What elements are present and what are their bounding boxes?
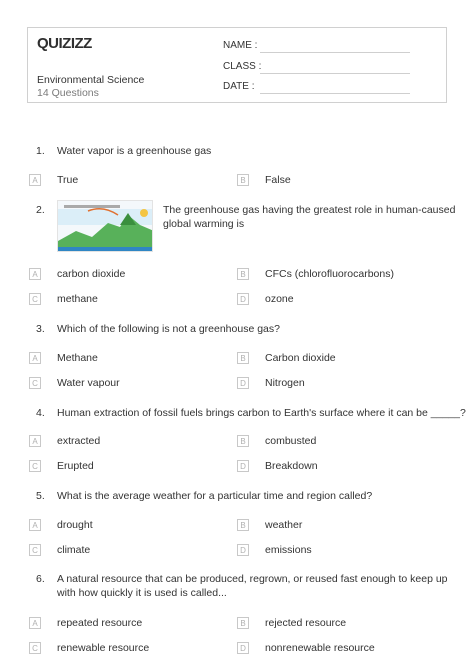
option-text[interactable]: weather <box>265 519 303 531</box>
question-text: What is the average weather for a particular time and region called? <box>57 490 373 502</box>
option-text[interactable]: repeated resource <box>57 617 143 629</box>
class-label: CLASS : <box>223 61 262 72</box>
question-text: Water vapor is a greenhouse gas <box>57 145 212 157</box>
option-letter-box[interactable]: D <box>237 377 249 389</box>
option-text[interactable]: Nitrogen <box>265 377 305 389</box>
question-number: 4. <box>36 407 45 419</box>
option-letter-box[interactable]: B <box>237 435 249 447</box>
option-letter-box[interactable]: A <box>29 519 41 531</box>
option-letter-box[interactable]: C <box>29 377 41 389</box>
option-text[interactable]: True <box>57 174 79 186</box>
option-text[interactable]: CFCs (chlorofluorocarbons) <box>265 268 394 280</box>
option-letter-box[interactable]: A <box>29 174 41 186</box>
option-letter-box[interactable]: A <box>29 352 41 364</box>
option-letter-box[interactable]: B <box>237 268 249 280</box>
option-text[interactable]: ozone <box>265 293 294 305</box>
quizizz-logo: QUIZIZZ <box>37 35 92 52</box>
option-text[interactable]: methane <box>57 293 98 305</box>
option-letter-box[interactable]: B <box>237 174 249 186</box>
option-text[interactable]: rejected resource <box>265 617 347 629</box>
question-text-line: A natural resource that can be produced, regrown, or reused fast enough to keep up <box>57 573 448 585</box>
option-text[interactable]: Carbon dioxide <box>265 352 336 364</box>
option-text[interactable]: renewable resource <box>57 642 150 654</box>
option-letter-box[interactable]: B <box>237 352 249 364</box>
option-text[interactable]: emissions <box>265 544 312 556</box>
option-text[interactable]: drought <box>57 519 93 531</box>
question-number: 5. <box>36 490 45 502</box>
question-number: 6. <box>36 573 45 585</box>
subject-title: Environmental Science <box>37 74 145 86</box>
question-number: 3. <box>36 323 45 335</box>
option-letter-box[interactable]: B <box>237 617 249 629</box>
question-text-line: with how quickly it is used is called... <box>57 587 227 599</box>
date-field[interactable] <box>260 93 410 94</box>
question-text: Human extraction of fossil fuels brings carbon to Earth's surface where it can be _____? <box>57 407 466 419</box>
option-text[interactable]: extracted <box>57 435 101 447</box>
name-label: NAME : <box>223 40 258 51</box>
option-letter-box[interactable]: B <box>237 519 249 531</box>
question-text-line: The greenhouse gas having the greatest role in human-caused <box>163 204 456 216</box>
question-number: 2. <box>36 204 45 216</box>
option-text[interactable]: carbon dioxide <box>57 268 126 280</box>
question-count: 14 Questions <box>37 87 99 99</box>
option-letter-box[interactable]: C <box>29 293 41 305</box>
option-letter-box[interactable]: C <box>29 544 41 556</box>
name-field[interactable] <box>260 52 410 53</box>
question-number: 1. <box>36 145 45 157</box>
option-letter-box[interactable]: A <box>29 617 41 629</box>
class-field[interactable] <box>260 73 410 74</box>
option-letter-box[interactable]: A <box>29 268 41 280</box>
option-text[interactable]: False <box>265 174 291 186</box>
option-letter-box[interactable]: A <box>29 435 41 447</box>
option-letter-box[interactable]: C <box>29 460 41 472</box>
date-label: DATE : <box>223 81 255 92</box>
option-text[interactable]: climate <box>57 544 91 556</box>
option-letter-box[interactable]: C <box>29 642 41 654</box>
question-text: Which of the following is not a greenhouse gas? <box>57 323 280 335</box>
option-letter-box[interactable]: D <box>237 293 249 305</box>
option-letter-box[interactable]: D <box>237 460 249 472</box>
option-text[interactable]: Methane <box>57 352 98 364</box>
question-text-line: global warming is <box>163 218 245 230</box>
option-text[interactable]: combusted <box>265 435 317 447</box>
option-letter-box[interactable]: D <box>237 642 249 654</box>
option-text[interactable]: Erupted <box>57 460 94 472</box>
greenhouse-diagram-image <box>57 200 153 252</box>
option-letter-box[interactable]: D <box>237 544 249 556</box>
option-text[interactable]: Water vapour <box>57 377 120 389</box>
option-text[interactable]: Breakdown <box>265 460 318 472</box>
option-text[interactable]: nonrenewable resource <box>265 642 375 654</box>
